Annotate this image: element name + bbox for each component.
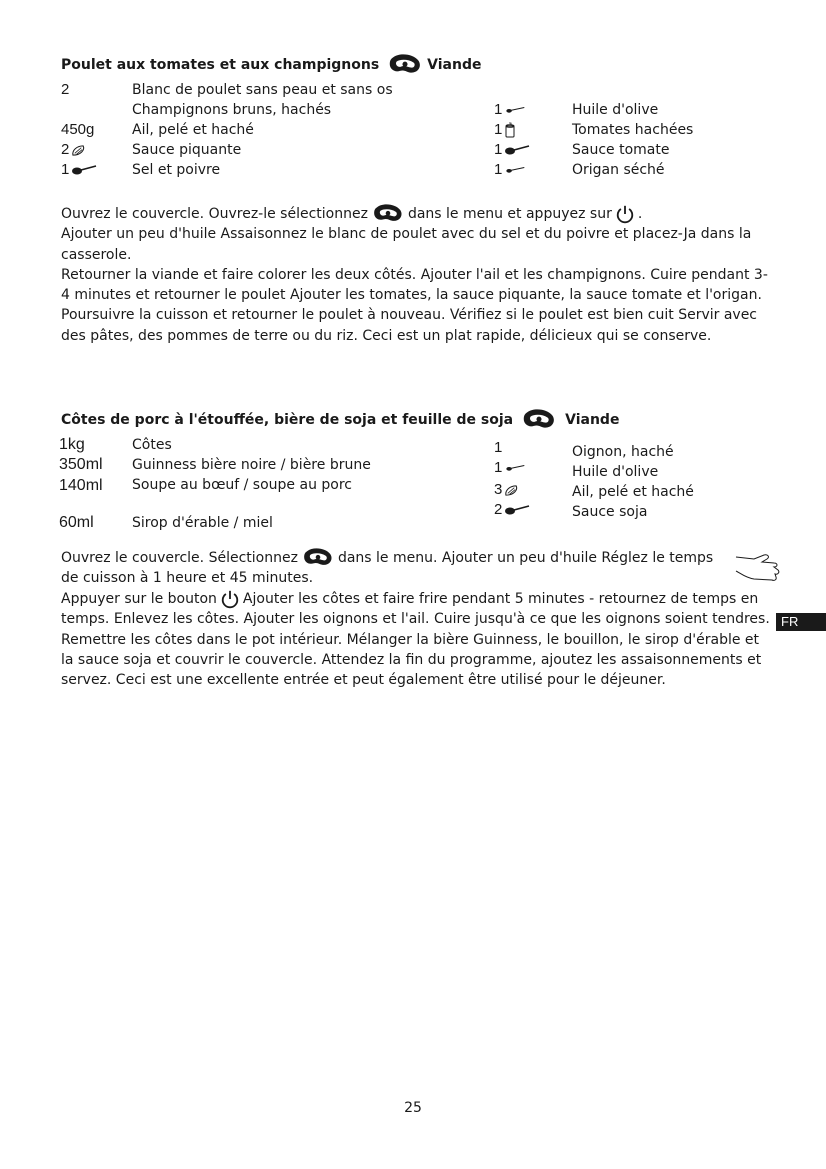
recipe2-right-qty-2-value: 3 — [494, 481, 503, 498]
recipe1-step-1 — [61, 204, 773, 224]
recipe1-left-name-1: Champignons bruns, hachés — [132, 102, 332, 118]
recipe2-right-qty-1-value: 1 — [494, 459, 503, 476]
recipe2-right-name-3: Sauce soja — [572, 504, 648, 520]
recipe1-step-3: Retourner la viande et faire colorer les deux côtés. Ajouter l'ail et les champignons. Cuire pendant 3-4 minutes et retourner le poulet Ajouter les tomates, la sauce piquante, la sauce tomate et l'origan. — [61, 266, 768, 304]
recipe2-right-name-2: Ail, pelé et haché — [572, 484, 694, 500]
recipe1-right-qty-3-value: 1 — [494, 161, 503, 178]
recipe2-step-2b: Ajouter les côtes et faire frire pendant 5 minutes - retournez de temps en temps. Enlevez les côtes. Ajouter les oignons et l'ail. Cuire jusqu'à ce que les oignons soient tendres. Remettre les côtes dans le pot intérieur. Mélanger la bière Guinness, le bouillon, le sirop d'érable et la sauce soja et couvrir le couvercle. Attendez la fin du programme, ajoutez les assaisonnements et servez. Ceci est une excellente entrée et peut également être utilisé pour le déjeuner. — [61, 591, 770, 689]
recipe1-left-qty-4-value: 1 — [61, 161, 70, 178]
recipe1-mode: Viande — [427, 57, 482, 73]
tablespoon-icon — [504, 144, 530, 156]
recipe2-left-qty-2: 140ml — [59, 477, 103, 494]
meat-icon — [521, 409, 557, 431]
can-icon — [504, 122, 516, 138]
teaspoon-icon — [504, 462, 526, 474]
recipe2-step-1a: Ouvrez le couvercle. Sélectionnez — [61, 550, 298, 566]
recipe2-step-2a: Appuyer sur le bouton — [61, 591, 217, 607]
recipe2-left-name-1: Guinness bière noire / bière brune — [132, 457, 371, 473]
recipe2-step-2-block — [61, 589, 773, 690]
recipe1-left-name-3: Sauce piquante — [132, 142, 242, 158]
page-number: 25 — [404, 1100, 422, 1116]
recipe2-right-qty-0: 1 — [494, 439, 503, 456]
power-icon — [220, 589, 240, 609]
recipe2-right-qty-1 — [494, 458, 526, 478]
recipe1-right-name-0: Huile d'olive — [572, 102, 659, 118]
recipe2-left-name-2: Soupe au bœuf / soupe au porc — [132, 477, 352, 493]
recipe2-left-qty-1: 350ml — [59, 456, 103, 473]
hand-pointing-icon — [734, 553, 782, 583]
recipe2-right-name-0: Oignon, haché — [572, 444, 674, 460]
recipe1-instructions — [61, 204, 773, 346]
recipe1-left-qty-3-value: 2 — [61, 141, 70, 158]
meat-icon — [371, 204, 405, 224]
recipe1-right-qty-3 — [494, 160, 526, 180]
garlic-clove-icon — [504, 484, 519, 497]
recipe2-instructions — [61, 548, 729, 589]
recipe1-left-qty-0: 2 — [61, 81, 70, 98]
recipe1-left-name-4: Sel et poivre — [132, 162, 221, 178]
recipe1-left-name-2: Ail, pelé et haché — [132, 122, 254, 138]
recipe1-right-name-1: Tomates hachées — [572, 122, 694, 138]
recipe2-right-qty-2 — [494, 480, 519, 500]
recipe2-step-2 — [61, 589, 773, 690]
garlic-clove-icon — [71, 144, 86, 157]
recipe2-left-qty-0: 1kg — [59, 436, 85, 453]
recipe1-right-qty-1-value: 1 — [494, 121, 503, 138]
recipe1-right-qty-2-value: 1 — [494, 141, 503, 158]
meat-icon — [301, 548, 335, 568]
recipe1-right-name-2: Sauce tomate — [572, 142, 670, 158]
recipe2-left-qty-3: 60ml — [59, 514, 94, 531]
recipe2-left-name-3: Sirop d'érable / miel — [132, 515, 273, 531]
teaspoon-icon — [504, 164, 526, 176]
recipe2-right-qty-3-value: 2 — [494, 501, 503, 518]
recipe1-left-qty-3 — [61, 140, 86, 160]
recipe2-right-name-1: Huile d'olive — [572, 464, 659, 480]
recipe1-step-2: Ajouter un peu d'huile Assaisonnez le blanc de poulet avec du sel et du poivre et placez-Ja dans la casserole. — [61, 226, 752, 263]
recipe1-step-1a: Ouvrez le couvercle. Ouvrez-le sélectionnez — [61, 206, 368, 222]
recipe2-right-qty-3 — [494, 500, 530, 520]
recipe2-left-name-0: Côtes — [132, 437, 172, 453]
recipe2-step-1b: dans le menu. Ajouter un peu d'huile Réglez le temps de cuisson à 1 heure et 45 minutes. — [61, 550, 714, 587]
recipe1-right-qty-0 — [494, 100, 526, 120]
recipe1-title-row — [61, 54, 482, 76]
recipe1-step-1c: . — [637, 206, 643, 222]
recipe2-title-row — [61, 409, 619, 431]
recipe1-step-1b: dans le menu et appuyez sur — [407, 206, 612, 222]
recipe1-right-qty-1 — [494, 120, 516, 140]
tablespoon-icon — [504, 504, 530, 516]
recipe2-title: Côtes de porc à l'étouffée, bière de soja et feuille de soja — [61, 412, 514, 428]
power-icon — [615, 204, 635, 224]
recipe1-right-name-3: Origan séché — [572, 162, 665, 178]
recipe1-left-qty-2: 450g — [61, 121, 95, 138]
recipe1-left-name-0: Blanc de poulet sans peau et sans os — [132, 82, 393, 98]
teaspoon-icon — [504, 104, 526, 116]
tablespoon-icon — [71, 164, 97, 176]
recipe2-mode: Viande — [565, 412, 620, 428]
recipe2-step-1 — [61, 548, 729, 589]
recipe1-left-qty-4 — [61, 160, 97, 180]
language-tab: FR — [776, 613, 826, 631]
recipe1-right-qty-0-value: 1 — [494, 101, 503, 118]
recipe1-right-qty-2 — [494, 140, 530, 160]
recipe1-title: Poulet aux tomates et aux champignons — [61, 57, 380, 73]
recipe1-step-4: Poursuivre la cuisson et retourner le poulet à nouveau. Vérifiez si le poulet est bien cuit Servir avec des pâtes, des pommes de terre ou du riz. Ceci est un plat rapide, délicieux qui se conserve. — [61, 307, 758, 344]
meat-icon — [387, 54, 423, 76]
